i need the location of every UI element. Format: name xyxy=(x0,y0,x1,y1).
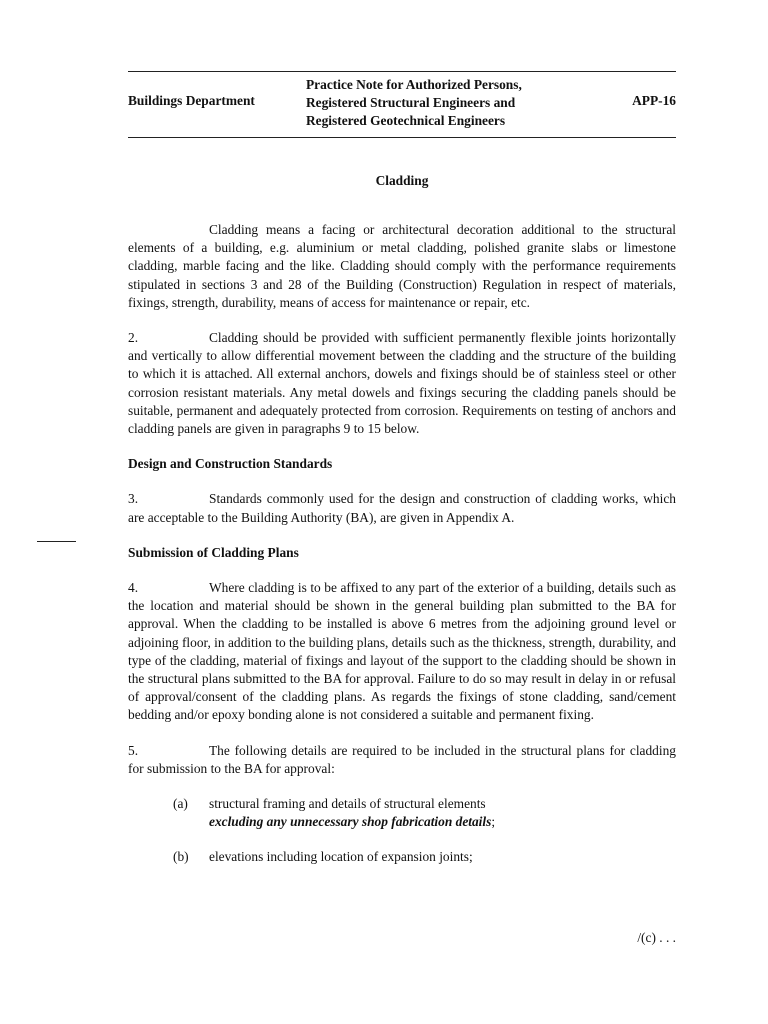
list-item-label: (a) xyxy=(173,796,188,812)
paragraph-1 xyxy=(128,221,676,312)
paragraph-number: 3. xyxy=(128,491,139,507)
header-top-rule xyxy=(128,71,676,72)
document-body xyxy=(128,221,676,884)
paragraph-number: 5. xyxy=(128,742,139,758)
margin-revision-mark xyxy=(37,541,76,542)
paragraph-4-text: Where cladding is to be affixed to any part of the exterior of a building, details such as the location and material should be shown in the general building plan submitted to the BA for approval. When the cladding to be installed is above 6 metres from the adjoining ground level or adjoining floor, in addition to the building plans, details such as the thickness, strength, durability, and type of the cladding, material of fixings and layout of the support to the cladding should be shown in the structural plans submitted to the BA for approval. Failure to do so may result in delay in or refusal of approval/consent of the cladding plans. As regards the fixings of stone cladding, sand/cement bedding and/or epoxy bonding alone is not considered a suitable and permanent fixing. xyxy=(128,580,676,723)
practice-note-line: Practice Note for Authorized Persons, xyxy=(306,77,522,92)
paragraph-3 xyxy=(128,490,676,526)
section-heading-standards: Design and Construction Standards xyxy=(128,456,333,472)
practice-note-title xyxy=(306,76,522,131)
list-item-label: (b) xyxy=(173,849,189,865)
practice-note-line: Registered Structural Engineers and xyxy=(306,95,516,111)
document-code: APP-16 xyxy=(632,93,676,108)
paragraph-2-text: Cladding should be provided with sufficient permanently flexible joints horizontally and vertically to allow differential movement between the cladding and the structure of the building to which it is attached. All external anchors, dowels and fixings should be of stainless steel or other corrosion resistant materials. Any metal dowels and fixings securing the cladding panels should be suitable, permanent and adequately protected from corrosion. Requirements on testing of anchors and cladding panels are given in paragraphs 9 to 15 below. xyxy=(128,330,676,437)
list-item xyxy=(128,848,676,866)
list-item-text: elevations including location of expansion joints; xyxy=(209,849,473,865)
paragraph-number: 2. xyxy=(128,330,139,346)
page-title: Cladding xyxy=(375,173,429,188)
header-bottom-rule xyxy=(128,137,676,138)
paragraph-2 xyxy=(128,329,676,438)
paragraph-3-text: Standards commonly used for the design and construction of cladding works, which are acceptable to the Building Authority (BA), are given in Appendix A. xyxy=(128,491,676,525)
practice-note-line: Registered Geotechnical Engineers xyxy=(306,113,506,129)
list-item-text: structural framing and details of structural elements xyxy=(209,796,486,812)
paragraph-4 xyxy=(128,579,676,725)
list-item-suffix: ; xyxy=(491,814,496,830)
paragraph-5-text: The following details are required to be included in the structural plans for cladding for submission to the BA for approval: xyxy=(128,742,676,776)
department-name: Buildings Department xyxy=(128,93,255,108)
page-header xyxy=(128,76,676,132)
paragraph-number: 4. xyxy=(128,580,139,596)
list-item xyxy=(128,795,676,831)
continuation-marker: /(c) . . . xyxy=(637,930,676,945)
paragraph-5 xyxy=(128,742,676,778)
section-heading-submission: Submission of Cladding Plans xyxy=(128,544,299,560)
paragraph-1-text: Cladding means a facing or architectural decoration additional to the structural elements of a building, e.g. aluminium or metal cladding, polished granite slabs or limestone cladding, marble facing and the like. Cladding should comply with the performance requirements stipulated in sections 3 and 28 of the Building (Construction) Regulation in respect of materials, fixings, strength, durability, means of access for maintenance or repair, etc. xyxy=(128,222,676,310)
list-item-emphasis: excluding any unnecessary shop fabrication details xyxy=(209,814,492,830)
